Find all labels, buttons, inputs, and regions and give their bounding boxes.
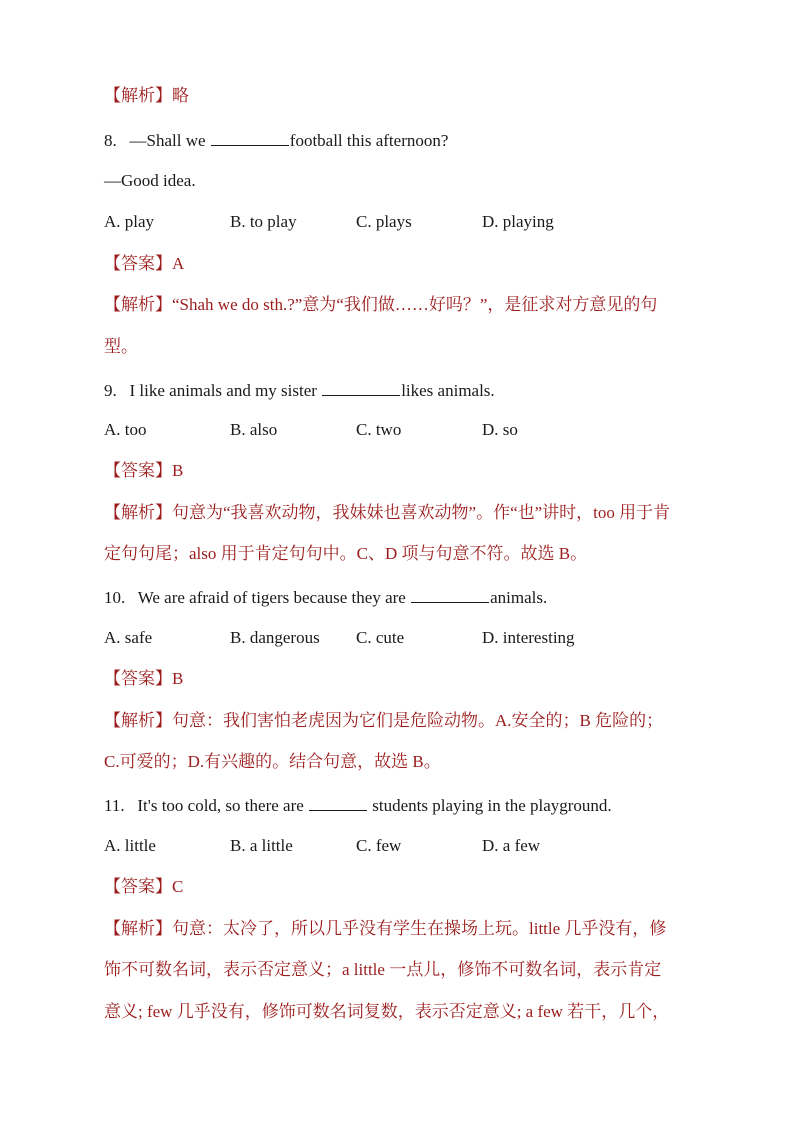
option-c: C. cute <box>356 628 405 647</box>
option-c: C. two <box>356 420 402 439</box>
answer-value: B <box>172 461 184 480</box>
option-a: A. play <box>104 212 155 231</box>
option-b: B. a little <box>230 836 293 855</box>
analysis-label: 【解析】 <box>104 295 172 314</box>
question-8-analysis <box>104 294 657 316</box>
analysis-line: 句意：太冷了，所以几乎没有学生在操场上玩。little 几乎没有，修 <box>172 919 667 938</box>
stem-before: —Shall we <box>129 131 206 150</box>
stem-after: students playing in the playground. <box>372 796 612 815</box>
option-a: A. safe <box>104 628 153 647</box>
question-10-stem <box>104 585 547 609</box>
answer-label: 【答案】 <box>104 669 172 688</box>
stem-after: football this afternoon? <box>289 131 449 150</box>
option-a: A. too <box>104 420 147 439</box>
analysis-line: 饰不可数名词，表示否定意义；a little 一点儿，修饰不可数名词，表示肯定 <box>104 960 662 979</box>
analysis-label: 【解析】 <box>104 919 172 938</box>
answer-label: 【答案】 <box>104 254 172 273</box>
option-b: B. to play <box>230 212 297 231</box>
option-c: C. plays <box>356 212 412 231</box>
question-number: 8. <box>104 131 117 150</box>
analysis-line: C.可爱的；D.有兴趣的。结合句意，故选 B。 <box>104 752 441 771</box>
analysis-line: 型。 <box>104 337 138 356</box>
question-10-analysis <box>104 710 663 732</box>
analysis-line: 定句句尾；also 用于肯定句句中。C、D 项与句意不符。故选 B。 <box>104 544 588 563</box>
analysis-label: 【解析】 <box>104 86 172 105</box>
question-11-analysis <box>104 918 666 940</box>
stem-before: It's too cold, so there are <box>137 796 304 815</box>
answer-value: B <box>172 669 184 688</box>
stem-after: animals. <box>490 588 548 607</box>
analysis-line: 意义; few 几乎没有，修饰可数名词复数，表示否定意义; a few 若干，几个， <box>104 1002 670 1021</box>
answer-label: 【答案】 <box>104 877 172 896</box>
analysis-label: 【解析】 <box>104 711 172 730</box>
option-b: B. dangerous <box>230 628 320 647</box>
stem-after: likes animals. <box>401 381 495 400</box>
question-number: 10. <box>104 588 126 607</box>
question-11-stem <box>104 793 612 817</box>
answer-blank <box>211 128 289 146</box>
question-9-analysis <box>104 502 670 524</box>
question-8-stem <box>104 128 448 152</box>
option-d: D. playing <box>482 212 554 231</box>
analysis-line: 句意：我们害怕老虎因为它们是危险动物。A.安全的；B 危险的； <box>172 711 664 730</box>
analysis-line: “Shah we do sth.?”意为“我们做……好吗？”，是征求对方意见的句 <box>172 295 658 314</box>
stem-before: I like animals and my sister <box>129 381 317 400</box>
question-10-answer <box>104 668 183 690</box>
answer-label: 【答案】 <box>104 461 172 480</box>
analysis-text: 略 <box>172 86 189 105</box>
question-11-answer <box>104 876 183 898</box>
answer-value: C <box>172 877 184 896</box>
prev-analysis <box>104 85 189 107</box>
question-8-reply: —Good idea. <box>104 171 196 190</box>
option-c: C. few <box>356 836 402 855</box>
option-a: A. little <box>104 836 156 855</box>
question-9-answer <box>104 460 183 482</box>
answer-value: A <box>172 254 185 273</box>
option-d: D. interesting <box>482 628 575 647</box>
answer-blank <box>309 793 367 811</box>
question-9-stem <box>104 378 495 402</box>
analysis-label: 【解析】 <box>104 503 172 522</box>
answer-blank <box>322 378 400 396</box>
question-8-answer <box>104 253 184 275</box>
option-b: B. also <box>230 420 278 439</box>
question-number: 9. <box>104 381 117 400</box>
answer-blank <box>411 585 489 603</box>
option-d: D. a few <box>482 836 541 855</box>
stem-before: We are afraid of tigers because they are <box>137 588 406 607</box>
option-d: D. so <box>482 420 518 439</box>
question-number: 11. <box>104 796 125 815</box>
analysis-line: 句意为“我喜欢动物，我妹妹也喜欢动物”。作“也”讲时，too 用于肯 <box>172 503 671 522</box>
